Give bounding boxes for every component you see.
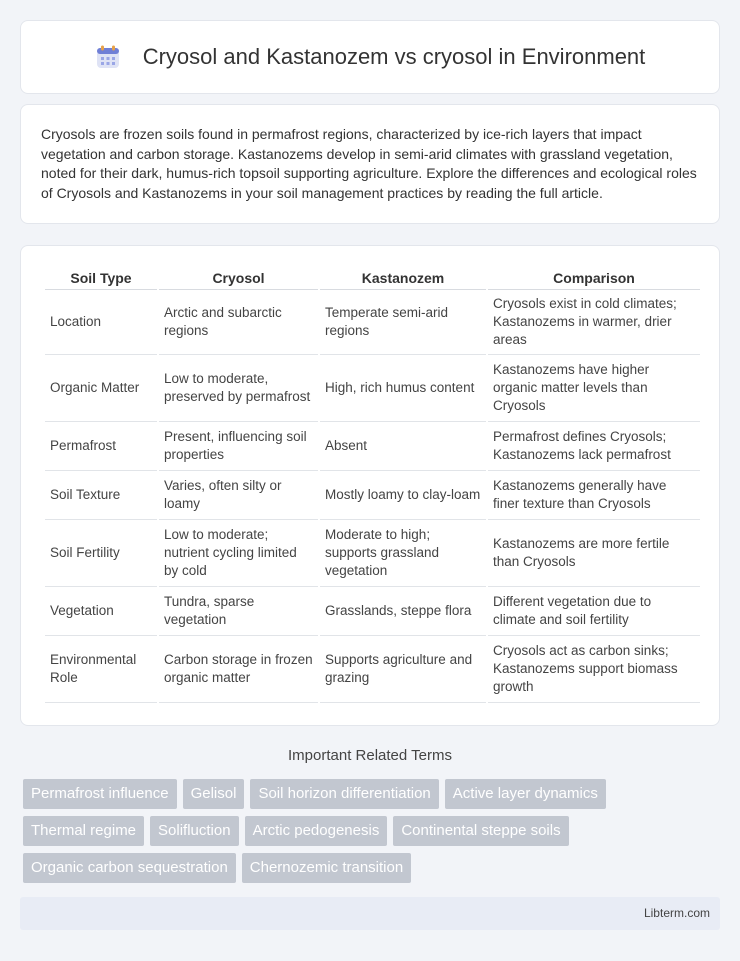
- table-cell: Kastanozems generally have finer texture than Cryosols: [488, 471, 700, 520]
- table-cell: Low to moderate, preserved by permafrost: [159, 355, 318, 422]
- tag-thermal-regime[interactable]: Thermal regime: [23, 816, 144, 846]
- page-title: Cryosol and Kastanozem vs cryosol in Environment: [142, 44, 646, 69]
- comparison-table: [43, 266, 702, 703]
- column-header: Soil Type: [45, 266, 157, 290]
- table-header-row: [45, 266, 700, 290]
- table-cell: High, rich humus content: [320, 355, 486, 422]
- tag-soil-horizon-differentiation[interactable]: Soil horizon differentiation: [250, 779, 438, 809]
- table-cell: Carbon storage in frozen organic matter: [159, 636, 318, 703]
- table-row: [45, 290, 700, 355]
- calendar-icon: [95, 44, 121, 70]
- tag-continental-steppe-soils[interactable]: Continental steppe soils: [393, 816, 568, 846]
- table-cell: Low to moderate; nutrient cycling limited by cold: [159, 520, 318, 587]
- table-row: [45, 471, 700, 520]
- comparison-table-card: [20, 245, 720, 726]
- table-cell: Soil Texture: [45, 471, 157, 520]
- table-cell: Soil Fertility: [45, 520, 157, 587]
- table-cell: Different vegetation due to climate and soil fertility: [488, 587, 700, 636]
- tag-gelisol[interactable]: Gelisol: [183, 779, 245, 809]
- table-cell: Permafrost: [45, 422, 157, 471]
- table-cell: Temperate semi-arid regions: [320, 290, 486, 355]
- table-cell: Cryosols exist in cold climates; Kastanozems in warmer, drier areas: [488, 290, 700, 355]
- table-cell: Absent: [320, 422, 486, 471]
- column-header: Kastanozem: [320, 266, 486, 290]
- tag-chernozemic-transition[interactable]: Chernozemic transition: [242, 853, 411, 883]
- table-row: [45, 587, 700, 636]
- column-header: Cryosol: [159, 266, 318, 290]
- table-cell: Kastanozems have higher organic matter levels than Cryosols: [488, 355, 700, 422]
- table-cell: Grasslands, steppe flora: [320, 587, 486, 636]
- table-cell: Tundra, sparse vegetation: [159, 587, 318, 636]
- table-row: [45, 636, 700, 703]
- table-cell: Varies, often silty or loamy: [159, 471, 318, 520]
- table-cell: Present, influencing soil properties: [159, 422, 318, 471]
- intro-text: Cryosols are frozen soils found in permafrost regions, characterized by ice-rich layers that impact vegetation and carbon storage. Kastanozems develop in semi-arid climates with grassland vegetation, noted for their dark, humus-rich topsoil supporting agriculture. Explore the differences and ecological roles of Cryosols and Kastanozems in your soil management practices by reading the full article.: [41, 126, 697, 201]
- column-header: Comparison: [488, 266, 700, 290]
- table-row: [45, 520, 700, 587]
- table-cell: Vegetation: [45, 587, 157, 636]
- table-cell: Arctic and subarctic regions: [159, 290, 318, 355]
- table-cell: Cryosols act as carbon sinks; Kastanozems support biomass growth: [488, 636, 700, 703]
- footer-brand-link[interactable]: Libterm.com: [643, 906, 710, 920]
- tag-solifluction[interactable]: Solifluction: [150, 816, 239, 846]
- related-terms-title: Important Related Terms: [288, 747, 452, 764]
- tag-arctic-pedogenesis[interactable]: Arctic pedogenesis: [245, 816, 388, 846]
- tag-active-layer-dynamics[interactable]: Active layer dynamics: [445, 779, 606, 809]
- table-cell: Mostly loamy to clay-loam: [320, 471, 486, 520]
- footer: [20, 897, 720, 930]
- tag-permafrost-influence[interactable]: Permafrost influence: [23, 779, 177, 809]
- table-cell: Moderate to high; supports grassland vegetation: [320, 520, 486, 587]
- table-cell: Kastanozems are more fertile than Cryosols: [488, 520, 700, 587]
- table-cell: Location: [45, 290, 157, 355]
- header-card: [20, 20, 720, 94]
- table-row: [45, 422, 700, 471]
- tag-organic-carbon-sequestration[interactable]: Organic carbon sequestration: [23, 853, 236, 883]
- intro-card: [20, 104, 720, 224]
- table-cell: Environmental Role: [45, 636, 157, 703]
- table-row: [45, 355, 700, 422]
- table-cell: Organic Matter: [45, 355, 157, 422]
- table-cell: Supports agriculture and grazing: [320, 636, 486, 703]
- related-terms-tags: [23, 779, 703, 883]
- table-cell: Permafrost defines Cryosols; Kastanozems lack permafrost: [488, 422, 700, 471]
